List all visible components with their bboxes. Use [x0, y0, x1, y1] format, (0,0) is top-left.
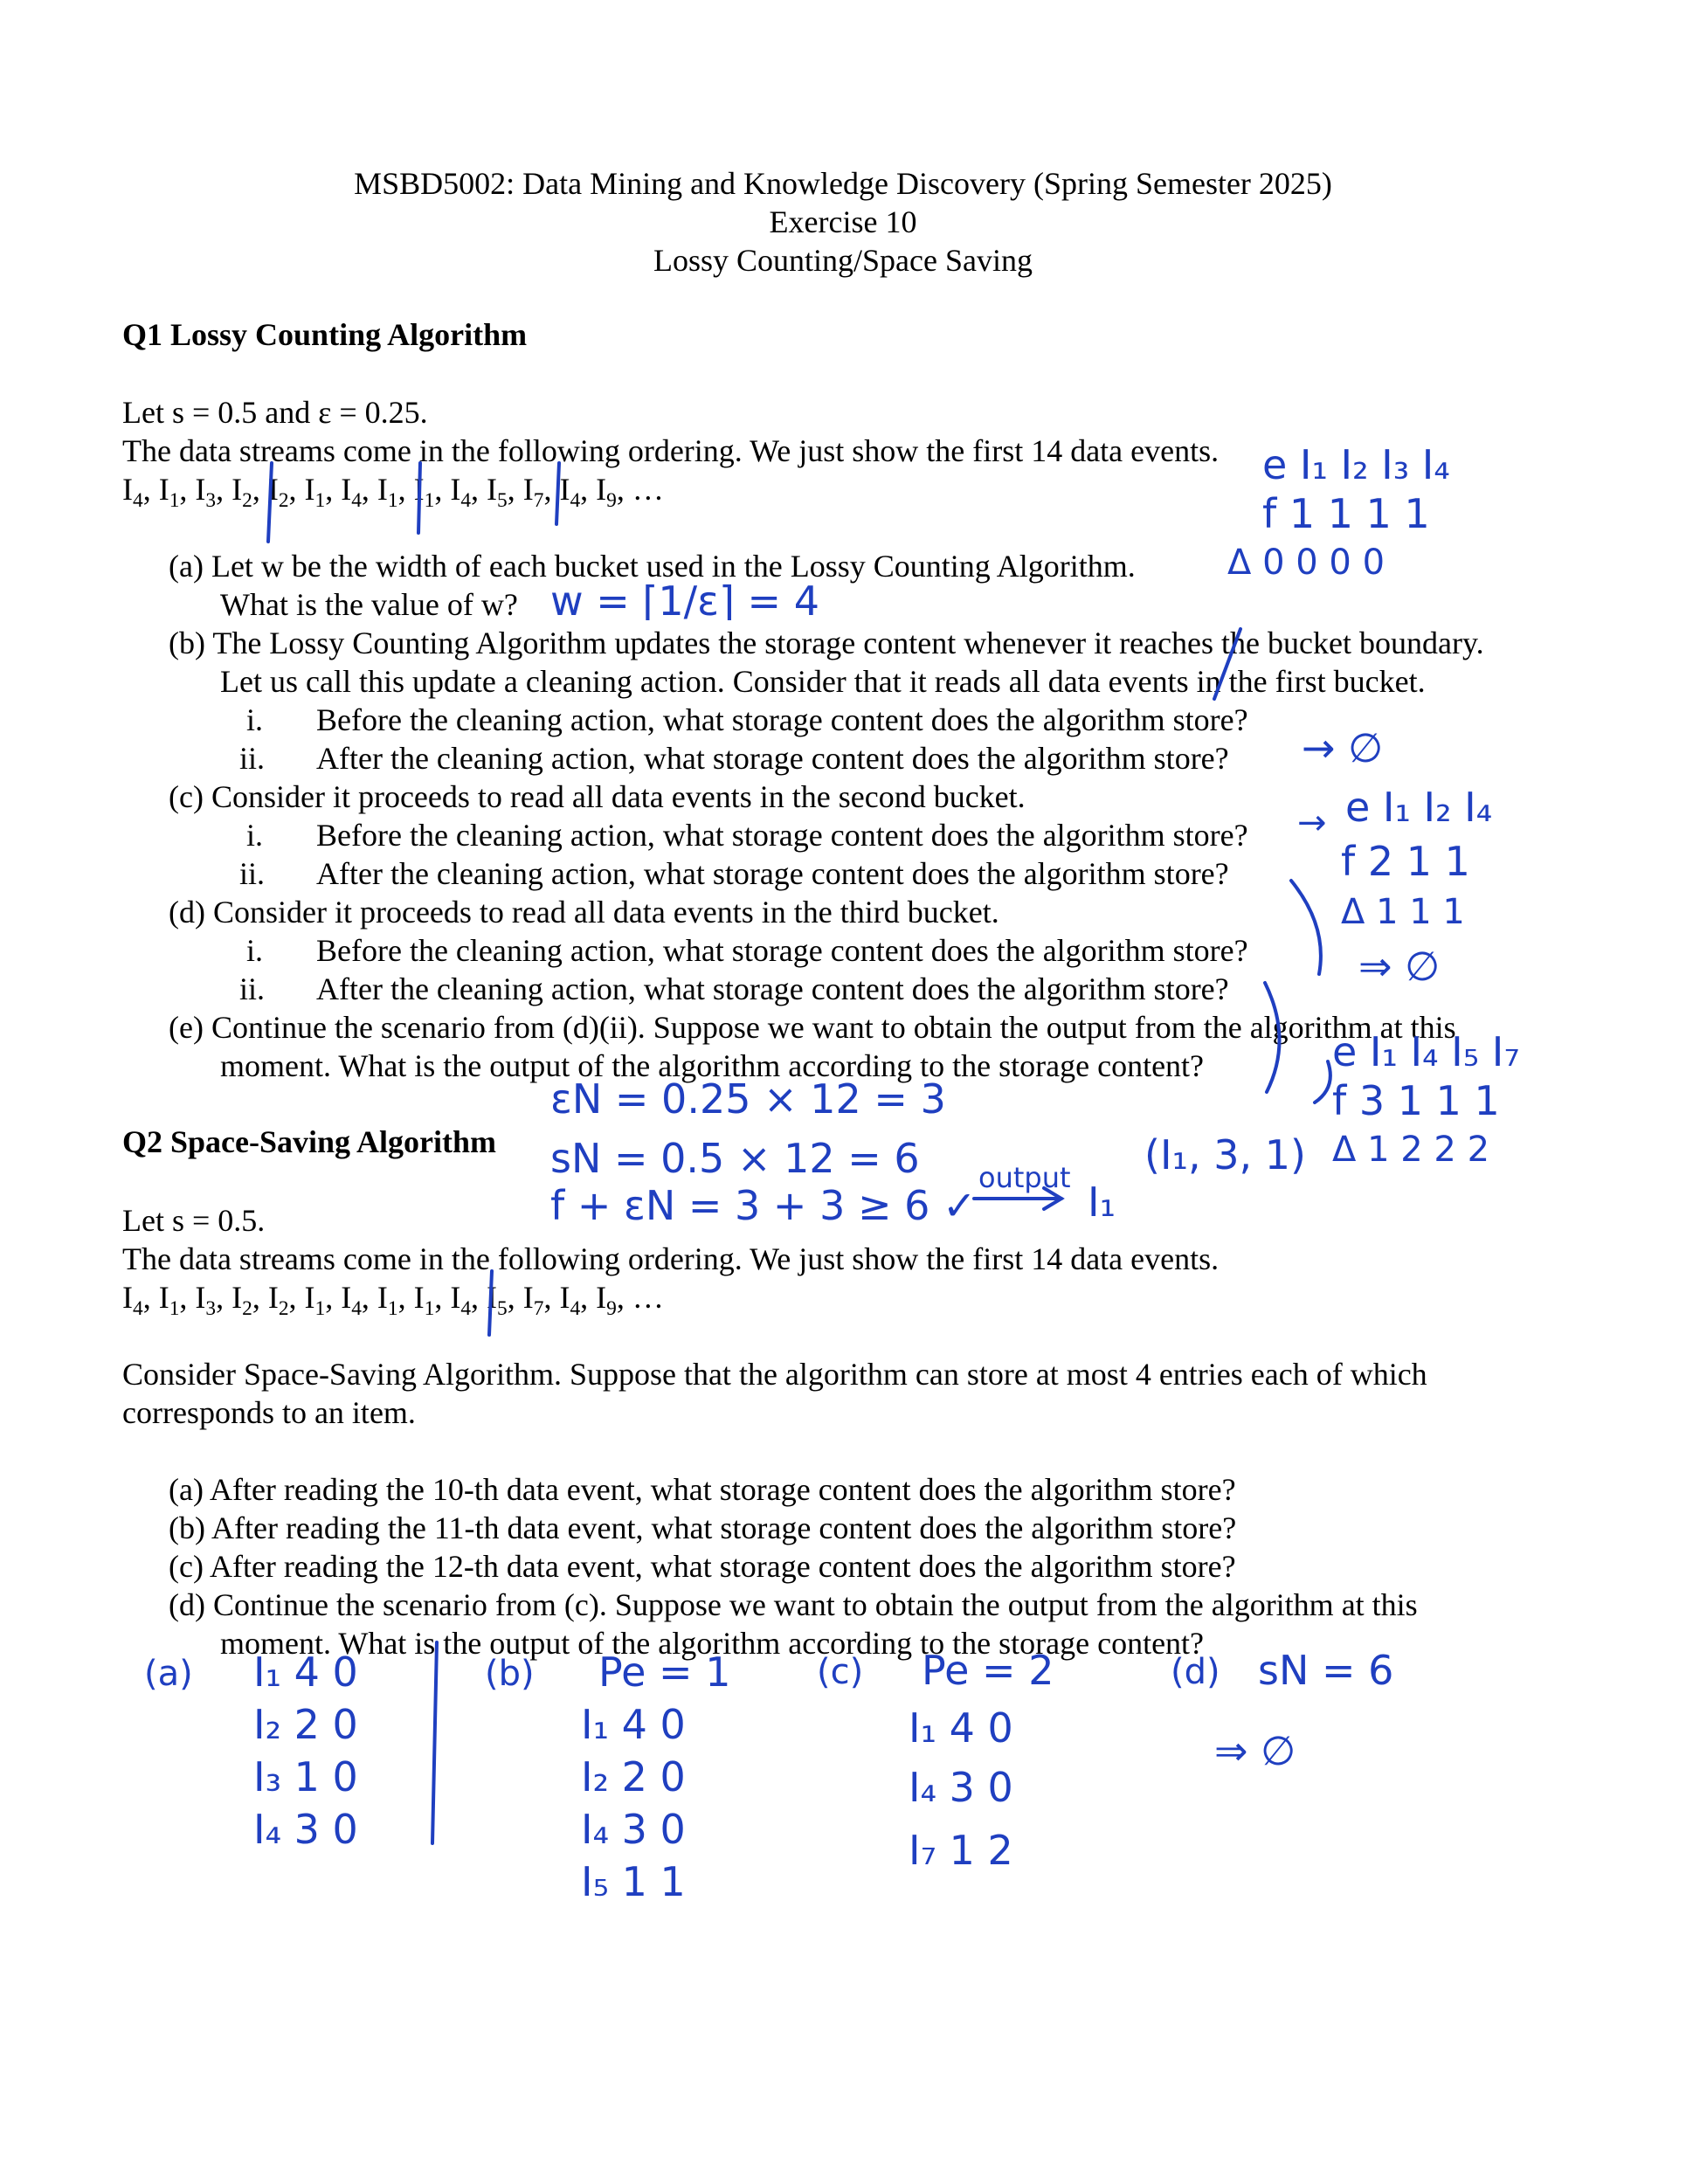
hw-q2-b-row1: I₁ 4 0	[581, 1701, 686, 1748]
q1-a-line1: (a) Let w be the width of each bucket used in the Lossy Counting Algorithm.	[169, 549, 1136, 584]
q2-b: (b) After reading the 11-th data event, what storage content does the algorithm store?	[169, 1510, 1237, 1545]
doc-topic: Lossy Counting/Space Saving	[653, 243, 1033, 278]
q2-heading: Q2 Space-Saving Algorithm	[122, 1124, 497, 1159]
hw-table1-delta: Δ 0 0 0 0	[1227, 543, 1385, 583]
hw-q1-triple: (I₁, 3, 1)	[1144, 1131, 1306, 1178]
hw-eps-n: εN = 0.25 × 12 = 3	[550, 1075, 946, 1123]
q2-c: (c) After reading the 12-th data event, what storage content does the algorithm store?	[169, 1549, 1236, 1584]
q1-b-line1: (b) The Lossy Counting Algorithm updates the storage content whenever it reaches the bucket boundary.	[169, 625, 1484, 660]
q2-params: Let s = 0.5.	[122, 1203, 266, 1238]
hw-q2-b-row4: I₅ 1 1	[581, 1858, 686, 1905]
q1-stream: $I_4$, $I_1$, $I_3$, $I_2$, $I_2$, $I_1$, $I_4$, $I_1$, $I_1$, $I_4$, $I_5$, $I_7$, $I_4$, $I_9$, …	[122, 472, 664, 513]
hw-q2-a-row4: I₄ 3 0	[253, 1806, 358, 1853]
q1-e-line1: (e) Continue the scenario from (d)(ii). Suppose we want to obtain the output from the algorithm at this	[169, 1010, 1456, 1045]
hw-f-eps: f + εN = 3 + 3 ≥ 6 ✓	[550, 1182, 977, 1229]
q1-c-ii-num: ii.	[239, 856, 266, 891]
hw-q2-b-label: (b)	[485, 1654, 535, 1694]
q1-d-i-num: i.	[246, 933, 264, 968]
q1-c-i: Before the cleaning action, what storage content does the algorithm store?	[316, 818, 1248, 853]
q1-e-line2: moment. What is the output of the algorithm according to the storage content?	[220, 1048, 1205, 1083]
q2-d-line1: (d) Continue the scenario from (c). Suppose we want to obtain the output from the algorithm at this	[169, 1587, 1418, 1622]
hw-q2-d-result: ⇒ ∅	[1214, 1727, 1296, 1774]
q2-consider-line1: Consider Space-Saving Algorithm. Suppose that the algorithm can store at most 4 entries each of which	[122, 1357, 1427, 1392]
doc-subtitle: Exercise 10	[769, 204, 917, 239]
q2-d-line2: moment. What is the output of the algorithm according to the storage content?	[220, 1626, 1205, 1661]
q1-d-ii-num: ii.	[239, 971, 266, 1006]
hw-q2-b-pe: Pe = 1	[598, 1648, 731, 1696]
hw-table3-e: e I₁ I₄ I₅ I₇	[1332, 1028, 1520, 1075]
hw-output-label: output	[978, 1161, 1071, 1194]
hw-q2-c-pe: Pe = 2	[922, 1647, 1054, 1694]
hw-table2-f: f 2 1 1	[1341, 838, 1470, 885]
hw-q2-c-row2: I₄ 3 0	[909, 1764, 1013, 1811]
q1-a-line2: What is the value of w?	[220, 587, 518, 622]
hw-q1-output: I₁	[1088, 1178, 1116, 1226]
hw-q2-c-label: (c)	[817, 1652, 864, 1692]
hw-table2-delta: Δ 1 1 1	[1341, 892, 1465, 932]
hw-q2-a-row3: I₃ 1 0	[253, 1753, 358, 1800]
q1-b-ii: After the cleaning action, what storage content does the algorithm store?	[316, 741, 1229, 776]
q1-d-i: Before the cleaning action, what storage content does the algorithm store?	[316, 933, 1248, 968]
hw-q2-a-label: (a)	[144, 1654, 193, 1694]
hw-q2-b-row3: I₄ 3 0	[581, 1806, 686, 1853]
hw-table1-e: e I₁ I₂ I₃ I₄	[1262, 441, 1450, 488]
q1-b-i: Before the cleaning action, what storage content does the algorithm store?	[316, 702, 1248, 737]
hw-q2-a-row2: I₂ 2 0	[253, 1701, 358, 1748]
q1-b-line2: Let us call this update a cleaning action. Consider that it reads all data events in the first bucket.	[220, 664, 1426, 699]
hw-table1-f: f 1 1 1 1	[1262, 490, 1430, 537]
hw-q2-c-row3: I₇ 1 2	[909, 1827, 1013, 1874]
q1-b-i-num: i.	[246, 702, 264, 737]
hw-q2-d-label: (d)	[1171, 1652, 1220, 1692]
q1-c-line1: (c) Consider it proceeds to read all data events in the second bucket.	[169, 779, 1026, 814]
hw-table3-delta: Δ 1 2 2 2	[1332, 1130, 1490, 1170]
q1-c-ii: After the cleaning action, what storage content does the algorithm store?	[316, 856, 1229, 891]
q2-a: (a) After reading the 10-th data event, what storage content does the algorithm store?	[169, 1472, 1236, 1507]
hw-empty-set: → ∅	[1302, 724, 1384, 771]
hw-q2-a-row1: I₁ 4 0	[253, 1648, 358, 1696]
hw-table2-e: e I₁ I₂ I₄	[1345, 784, 1493, 831]
hw-c-arrow: →	[1297, 803, 1327, 843]
q1-heading: Q1 Lossy Counting Algorithm	[122, 317, 528, 352]
hw-table3-f: f 3 1 1 1	[1332, 1077, 1500, 1124]
hw-w-answer: w = ⌈1/ε⌉ = 4	[550, 577, 819, 625]
q1-params: Let s = 0.5 and ε = 0.25.	[122, 395, 428, 430]
q1-d-ii: After the cleaning action, what storage content does the algorithm store?	[316, 971, 1229, 1006]
q2-intro: The data streams come in the following ordering. We just show the first 14 data events.	[122, 1241, 1220, 1276]
hw-q2-d-sn: sN = 6	[1258, 1647, 1394, 1694]
q2-consider-line2: corresponds to an item.	[122, 1395, 416, 1430]
q1-b-ii-num: ii.	[239, 741, 266, 776]
q2-stream: $I_4$, $I_1$, $I_3$, $I_2$, $I_2$, $I_1$, $I_4$, $I_1$, $I_1$, $I_4$, $I_5$, $I_7$, $I_4$, $I_9$, …	[122, 1280, 664, 1321]
q1-c-i-num: i.	[246, 818, 264, 853]
q1-intro: The data streams come in the following ordering. We just show the first 14 data events.	[122, 433, 1220, 468]
hw-q2-c-row1: I₁ 4 0	[909, 1704, 1013, 1752]
hw-s-n: sN = 0.5 × 12 = 6	[550, 1135, 920, 1182]
hw-d-result: ⇒ ∅	[1358, 943, 1441, 990]
hw-q2-b-row2: I₂ 2 0	[581, 1753, 686, 1800]
q1-d-line1: (d) Consider it proceeds to read all data events in the third bucket.	[169, 895, 999, 930]
doc-title: MSBD5002: Data Mining and Knowledge Discovery (Spring Semester 2025)	[354, 166, 1332, 201]
